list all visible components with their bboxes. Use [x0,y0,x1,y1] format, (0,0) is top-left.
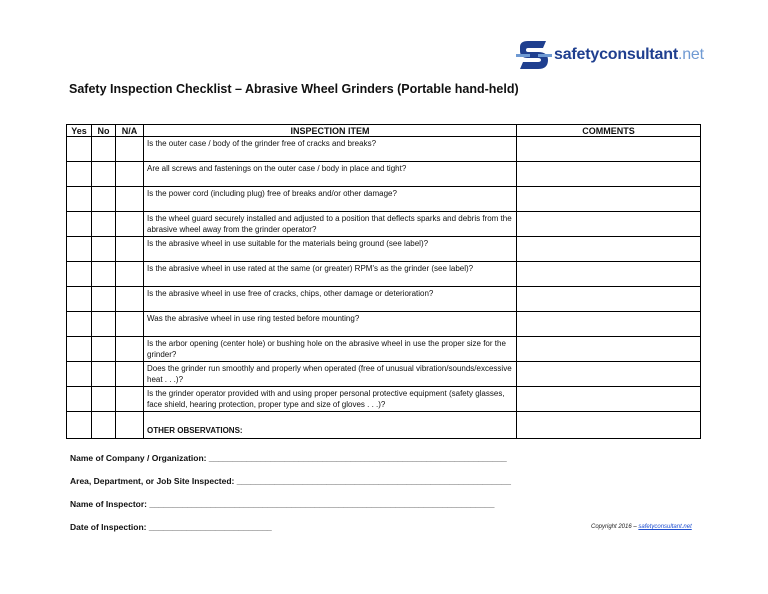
table-row [67,387,701,412]
table-row [67,212,701,237]
comments-cell[interactable] [517,412,701,439]
table-row [67,262,701,287]
no-cell[interactable] [92,212,116,237]
na-cell[interactable] [116,287,144,312]
comments-cell[interactable] [517,337,701,362]
no-cell[interactable] [92,187,116,212]
yes-cell[interactable] [67,162,92,187]
observations-row [67,412,701,439]
inspection-item: Was the abrasive wheel in use ring tested before mounting? [144,312,517,337]
inspector-name-field[interactable]: Name of Inspector: _________________________________________________________________________ [70,499,495,509]
na-cell[interactable] [116,337,144,362]
comments-cell[interactable] [517,387,701,412]
na-cell[interactable] [116,262,144,287]
yes-cell[interactable] [67,137,92,162]
table-row [67,337,701,362]
inspection-item: Is the abrasive wheel in use free of cracks, chips, other damage or deterioration? [144,287,517,312]
yes-cell[interactable] [67,412,92,439]
copyright-text: Copyright 2016 – [591,524,639,530]
na-cell[interactable] [116,412,144,439]
yes-cell[interactable] [67,337,92,362]
inspection-item: Is the power cord (including plug) free of breaks and/or other damage? [144,187,517,212]
comments-cell[interactable] [517,162,701,187]
na-cell[interactable] [116,137,144,162]
yes-cell[interactable] [67,387,92,412]
comments-cell[interactable] [517,237,701,262]
na-cell[interactable] [116,237,144,262]
header-inspection-item: INSPECTION ITEM [144,125,517,137]
no-cell[interactable] [92,137,116,162]
table-row [67,162,701,187]
inspection-table [66,124,701,439]
table-row [67,312,701,337]
inspection-item: Is the outer case / body of the grinder free of cracks and breaks? [144,137,517,162]
comments-cell[interactable] [517,362,701,387]
yes-cell[interactable] [67,287,92,312]
no-cell[interactable] [92,287,116,312]
inspection-item: Is the wheel guard securely installed and adjusted to a position that deflects sparks and debris from the abrasive wheel away from the grinder operator? [144,212,517,237]
yes-cell[interactable] [67,312,92,337]
inspection-date-field[interactable]: Date of Inspection: __________________________ [70,522,272,532]
header-no: No [92,125,116,137]
logo-brand-text: safety [554,46,600,63]
comments-cell[interactable] [517,312,701,337]
no-cell[interactable] [92,237,116,262]
yes-cell[interactable] [67,212,92,237]
copyright-link[interactable]: safetyconsultant.net [638,524,692,530]
yes-cell[interactable] [67,237,92,262]
table-row [67,287,701,312]
logo-shield-icon [516,39,552,73]
inspection-item: Are all screws and fastenings on the outer case / body in place and tight? [144,162,517,187]
table-row [67,237,701,262]
no-cell[interactable] [92,362,116,387]
inspection-item: Is the arbor opening (center hole) or bushing hole on the abrasive wheel in use the proper size for the grinder? [144,337,517,362]
inspection-item: Is the grinder operator provided with and using proper personal protective equipment (safety glasses, face shield, hearing protection, proper type and size of gloves . . .)? [144,387,517,412]
header-na: N/A [116,125,144,137]
comments-cell[interactable] [517,262,701,287]
yes-cell[interactable] [67,187,92,212]
na-cell[interactable] [116,162,144,187]
inspection-item: Is the abrasive wheel in use suitable for the materials being ground (see label)? [144,237,517,262]
na-cell[interactable] [116,387,144,412]
table-row [67,362,701,387]
comments-cell[interactable] [517,187,701,212]
comments-cell[interactable] [517,137,701,162]
logo-brand2-text: consultant [599,46,678,63]
header-yes: Yes [67,125,92,137]
no-cell[interactable] [92,412,116,439]
na-cell[interactable] [116,312,144,337]
no-cell[interactable] [92,262,116,287]
comments-cell[interactable] [517,212,701,237]
na-cell[interactable] [116,212,144,237]
copyright-notice [591,524,692,530]
inspection-item: Is the abrasive wheel in use rated at the same (or greater) RPM's as the grinder (see label)? [144,262,517,287]
logo-suffix-text: .net [677,46,704,63]
no-cell[interactable] [92,337,116,362]
logo-wordmark [554,46,704,64]
table-row [67,137,701,162]
no-cell[interactable] [92,162,116,187]
company-name-field[interactable]: Name of Company / Organization: _______________________________________________________________ [70,453,507,463]
inspection-item: Does the grinder run smoothly and properly when operated (free of unusual vibration/sounds/excessive heat . . .)? [144,362,517,387]
brand-logo [516,39,706,73]
no-cell[interactable] [92,312,116,337]
na-cell[interactable] [116,362,144,387]
yes-cell[interactable] [67,262,92,287]
header-comments: COMMENTS [517,125,701,137]
no-cell[interactable] [92,387,116,412]
other-observations-label: OTHER OBSERVATIONS: [144,412,517,439]
table-row [67,187,701,212]
table-header-row [67,125,701,137]
page-title: Safety Inspection Checklist – Abrasive Wheel Grinders (Portable hand-held) [69,82,519,96]
area-inspected-field[interactable]: Area, Department, or Job Site Inspected: __________________________________________________________ [70,476,511,486]
na-cell[interactable] [116,187,144,212]
yes-cell[interactable] [67,362,92,387]
comments-cell[interactable] [517,287,701,312]
